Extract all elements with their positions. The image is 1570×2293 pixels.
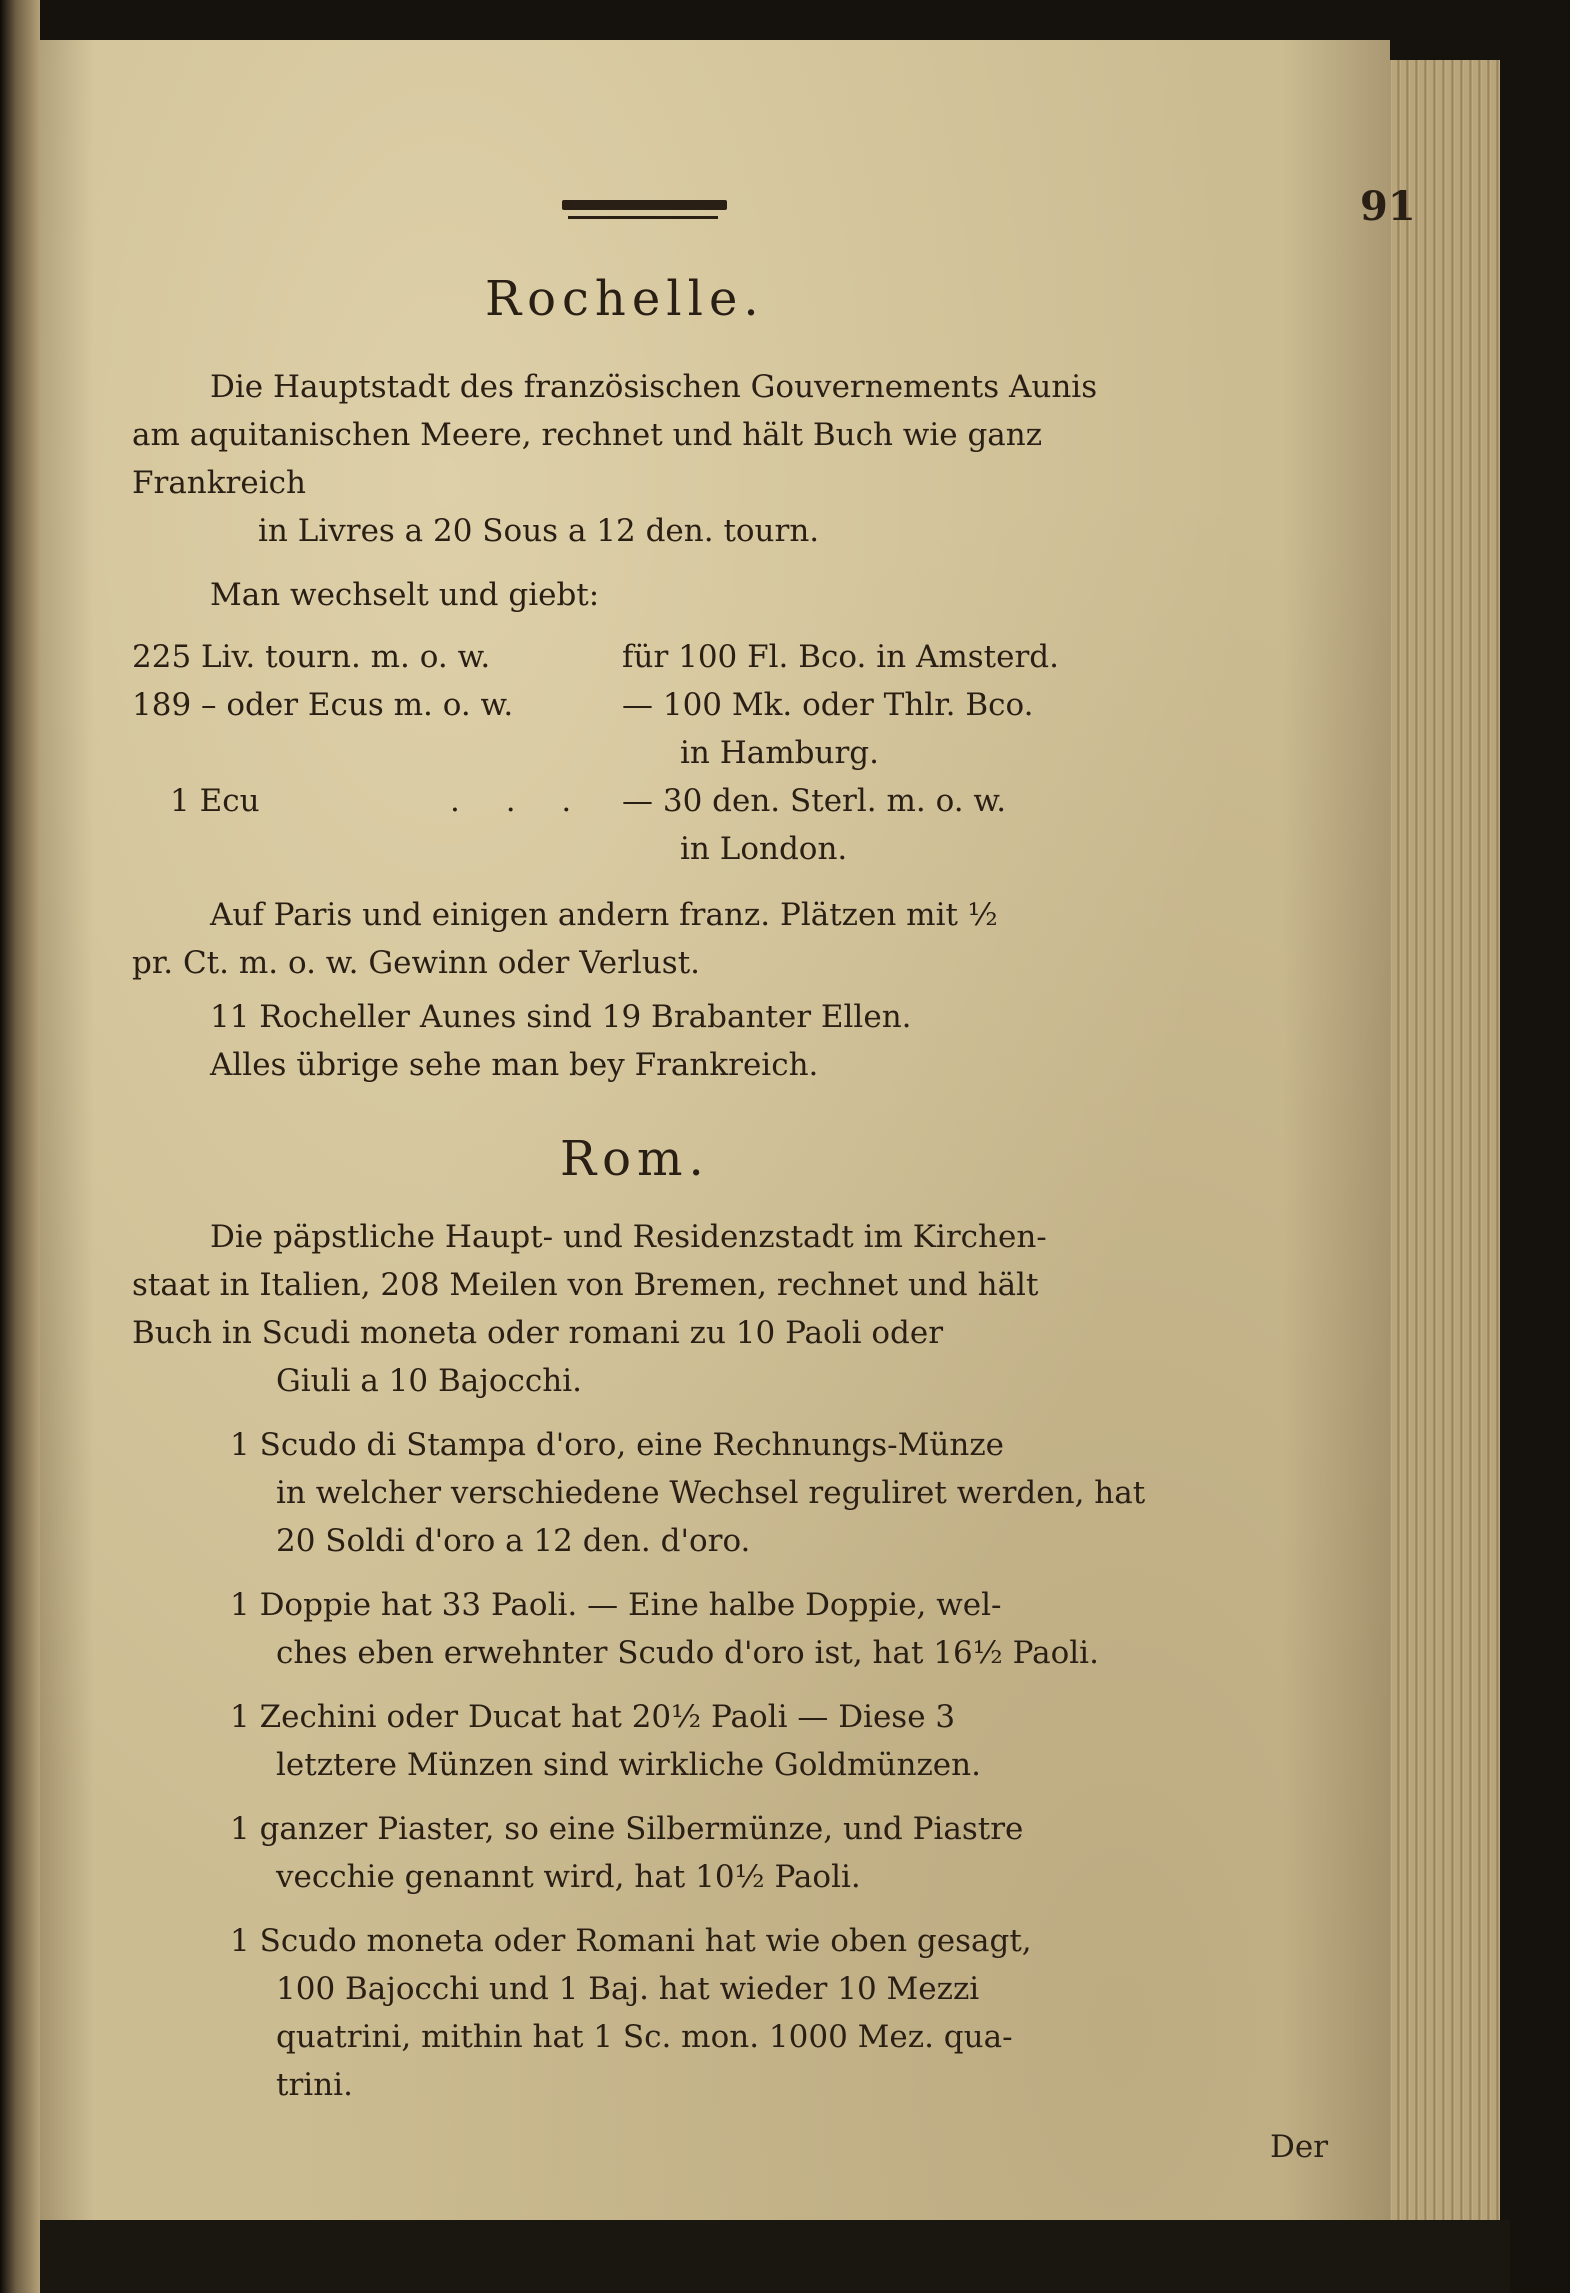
header-rule	[562, 200, 727, 210]
left-page-edge	[0, 0, 40, 2293]
exchange-row-1-left: 225 Liv. tourn. m. o. w.	[132, 639, 491, 675]
rom-item-5-line-4: trini.	[276, 2067, 353, 2103]
rochelle-intro-line-1: Die Hauptstadt des französischen Gouvernements Aunis	[210, 369, 1098, 405]
page-number: 91	[1360, 183, 1416, 230]
rom-item-1-line-3: 20 Soldi d'oro a 12 den. d'oro.	[276, 1523, 751, 1559]
rom-item-3-line-2: letztere Münzen sind wirkliche Goldmünzen.	[276, 1747, 981, 1783]
header-rule-thin	[568, 216, 718, 219]
rom-intro-line-1: Die päpstliche Haupt- und Residenzstadt im Kirchen-	[210, 1219, 1047, 1255]
section-heading-rom: Rom.	[560, 1131, 710, 1187]
exchange-row-3-left: 1 Ecu	[170, 783, 260, 819]
rom-item-2-line-2: ches eben erwehnter Scudo d'oro ist, hat 16½ Paoli.	[276, 1635, 1099, 1671]
rom-item-5-line-2: 100 Bajocchi und 1 Baj. hat wieder 10 Mezzi	[276, 1971, 980, 2007]
rom-item-2-line-1: 1 Doppie hat 33 Paoli. — Eine halbe Doppie, wel-	[230, 1587, 1002, 1623]
rochelle-paris-line-2: pr. Ct. m. o. w. Gewinn oder Verlust.	[132, 945, 701, 981]
rom-item-4-line-2: vecchie genannt wird, hat 10½ Paoli.	[276, 1859, 861, 1895]
catchword: Der	[1270, 2129, 1329, 2165]
rochelle-aunes-line: 11 Rocheller Aunes sind 19 Brabanter Ellen.	[210, 999, 912, 1035]
rom-intro-line-4: Giuli a 10 Bajocchi.	[276, 1363, 582, 1399]
exchange-row-3-right: — 30 den. Sterl. m. o. w.	[622, 783, 1007, 819]
rom-intro-line-3: Buch in Scudi moneta oder romani zu 10 Paoli oder	[132, 1315, 944, 1351]
section-heading-rochelle: Rochelle.	[485, 271, 765, 327]
exchange-row-3-right-cont: in London.	[680, 831, 848, 867]
rom-item-4-line-1: 1 ganzer Piaster, so eine Silbermünze, und Piastre	[230, 1811, 1024, 1847]
rom-item-3-line-1: 1 Zechini oder Ducat hat 20½ Paoli — Diese 3	[230, 1699, 956, 1735]
rochelle-exchange-intro: Man wechselt und giebt:	[210, 577, 600, 613]
exchange-row-2-left: 189 – oder Ecus m. o. w.	[132, 687, 514, 723]
rochelle-paris-line-1: Auf Paris und einigen andern franz. Plätzen mit ½	[210, 897, 998, 933]
page-content	[40, 40, 1416, 2250]
exchange-row-3-dots: . . .	[450, 783, 590, 819]
exchange-row-2-right-cont: in Hamburg.	[680, 735, 879, 771]
rom-intro-line-2: staat in Italien, 208 Meilen von Bremen, rechnet und hält	[132, 1267, 1039, 1303]
rochelle-intro-line-3: Frankreich	[132, 465, 306, 501]
rom-item-5-line-1: 1 Scudo moneta oder Romani hat wie oben gesagt,	[230, 1923, 1032, 1959]
rochelle-rest-line: Alles übrige sehe man bey Frankreich.	[210, 1047, 819, 1083]
exchange-row-2-right: — 100 Mk. oder Thlr. Bco.	[622, 687, 1034, 723]
exchange-row-1-right: für 100 Fl. Bco. in Amsterd.	[622, 639, 1059, 675]
rom-item-5-line-3: quatrini, mithin hat 1 Sc. mon. 1000 Mez. qua-	[276, 2019, 1013, 2055]
rochelle-currency-line: in Livres a 20 Sous a 12 den. tourn.	[258, 513, 820, 549]
rom-item-1-line-1: 1 Scudo di Stampa d'oro, eine Rechnungs-Münze	[230, 1427, 1005, 1463]
rom-item-1-line-2: in welcher verschiedene Wechsel reguliret werden, hat	[276, 1475, 1146, 1511]
rochelle-intro-line-2: am aquitanischen Meere, rechnet und hält Buch wie ganz	[132, 417, 1043, 453]
